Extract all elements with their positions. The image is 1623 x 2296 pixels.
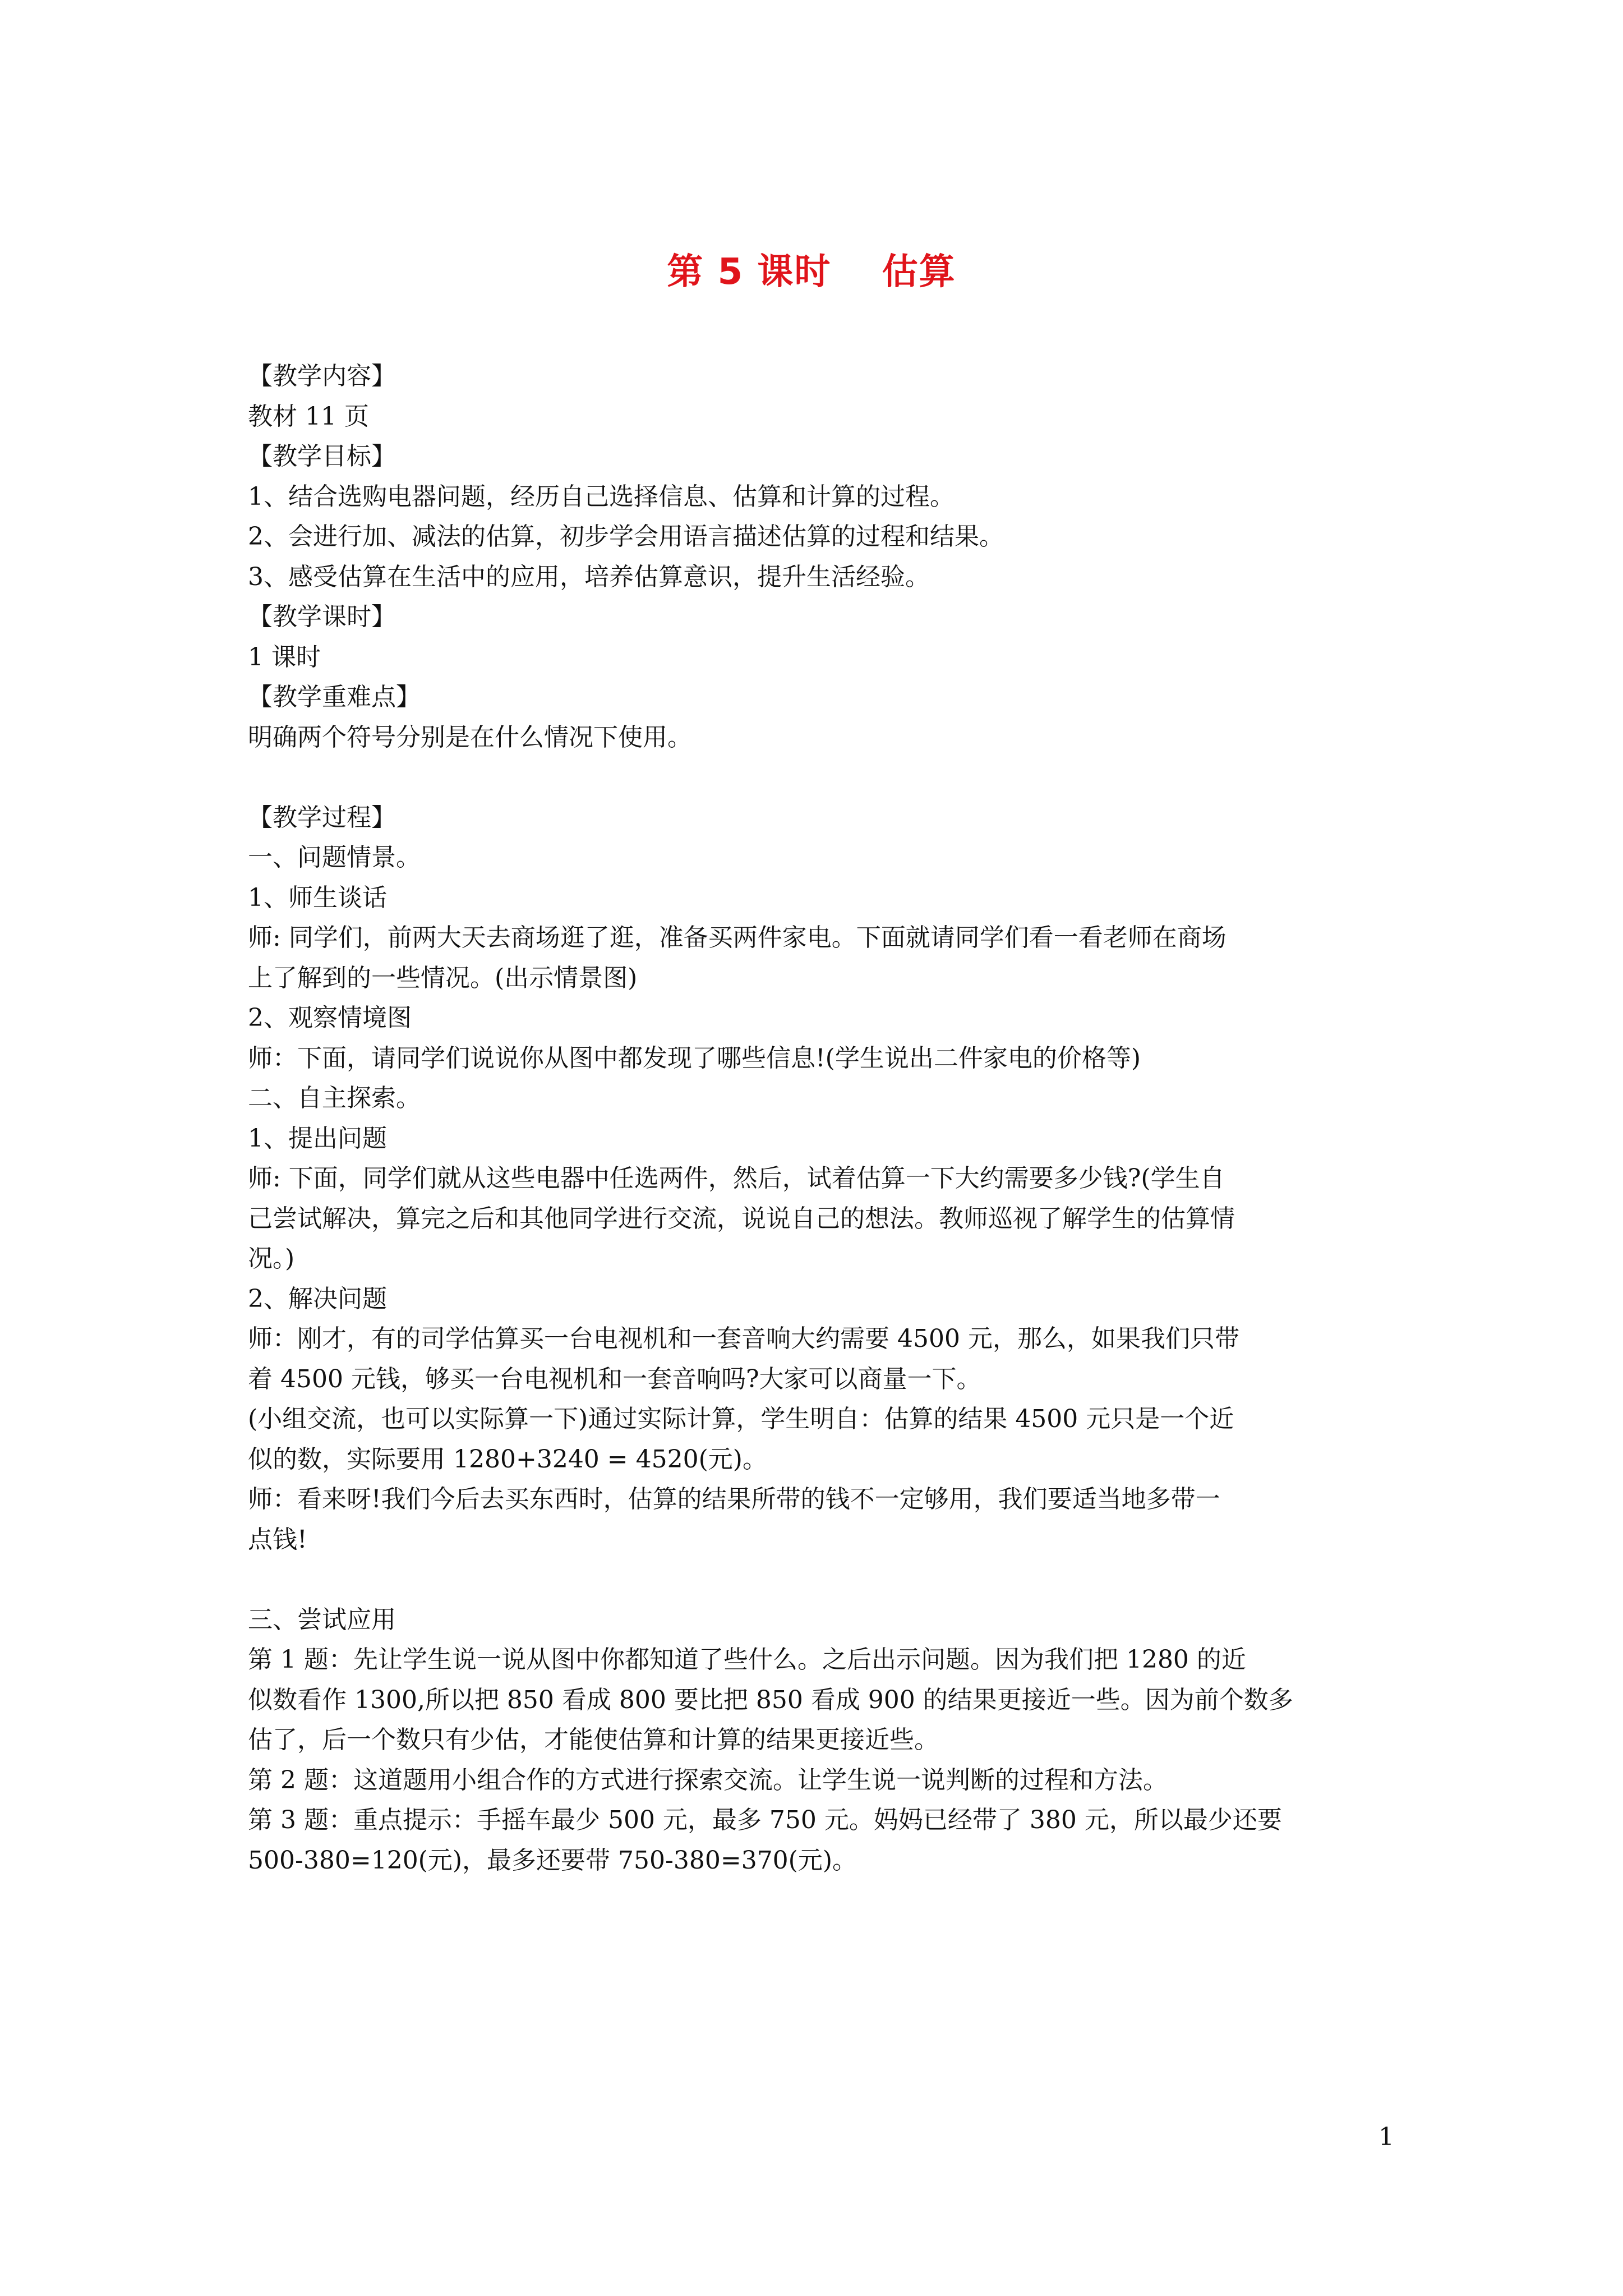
process-line: 师: 下面，同学们就从这些电器中任选两件，然后，试着估算一下大约需要多少钱?(学生自 [248, 1164, 1225, 1193]
document-body [248, 356, 1386, 1880]
process-line: 己尝试解决，算完之后和其他同学进行交流，说说自己的想法。教师巡视了解学生的估算情 [248, 1204, 1235, 1233]
process-line: 师：看来呀!我们今后去买东西时，估算的结果所带的钱不一定够用，我们要适当地多带一 [248, 1485, 1220, 1513]
section-heading-content: 【教学内容】 [248, 362, 396, 390]
section-heading-process: 【教学过程】 [248, 803, 396, 832]
page-title: 第 5 课时 估算 [667, 251, 956, 293]
section-heading-hours: 【教学课时】 [248, 602, 396, 631]
process-line: 估了，后一个数只有少估，才能使估算和计算的结果更接近些。 [248, 1726, 939, 1754]
process-line: 500-380=120(元)，最多还要带 750-380=370(元)。 [248, 1846, 857, 1875]
process-line: 第 3 题：重点提示：手摇车最少 500 元，最多 750 元。妈妈已经带了 380 元，所以最少还要 [248, 1806, 1282, 1834]
content-text: 教材 11 页 [248, 402, 369, 431]
hours-text: 1 课时 [248, 642, 321, 671]
process-line: 似的数，实际要用 1280+3240 = 4520(元)。 [248, 1444, 767, 1474]
page-number: 1 [1378, 2123, 1394, 2151]
process-line: 况。) [248, 1244, 295, 1273]
process-line: 着 4500 元钱，够买一台电视机和一套音响吗?大家可以商量一下。 [248, 1364, 981, 1393]
process-line: 第 1 题：先让学生说一说从图中你都知道了些什么。之后出示问题。因为我们把 1280 的近 [248, 1645, 1246, 1674]
process-line: 师：下面，请同学们说说你从图中都发现了哪些信息!(学生说出二件家电的价格等) [248, 1043, 1141, 1073]
process-line: 一、问题情景。 [248, 843, 421, 872]
goal-item: 1、结合选购电器问题，经历自己选择信息、估算和计算的过程。 [248, 482, 955, 511]
process-line: 二、自主探索。 [248, 1084, 421, 1112]
process-line: 2、观察情境图 [248, 1004, 412, 1032]
process-line: (小组交流，也可以实际算一下)通过实际计算，学生明自：估算的结果 4500 元只是一个近 [248, 1405, 1234, 1433]
process-line: 点钱! [248, 1525, 307, 1554]
paragraph-gap [248, 1559, 1386, 1600]
key-points-text: 明确两个符号分别是在什么情况下使用。 [248, 723, 692, 752]
process-line: 似数看作 1300,所以把 850 看成 800 要比把 850 看成 900 的结果更接近一些。因为前个数多 [248, 1685, 1293, 1714]
process-line: 2、解决问题 [248, 1284, 387, 1313]
process-line: 上了解到的一些情况。(出示情景图) [248, 963, 638, 992]
process-line: 师：刚才，有的司学估算买一台电视机和一套音响大约需要 4500 元，那么，如果我们只带 [248, 1324, 1239, 1353]
paragraph-gap [248, 757, 1386, 798]
process-line: 1、提出问题 [248, 1124, 387, 1153]
goal-item: 2、会进行加、减法的估算，初步学会用语言描述估算的过程和结果。 [248, 522, 1004, 551]
process-line: 第 2 题：这道题用小组合作的方式进行探索交流。让学生说一说判断的过程和方法。 [248, 1765, 1168, 1795]
process-line: 1、师生谈话 [248, 883, 387, 912]
process-line: 三、尝试应用 [248, 1605, 396, 1634]
process-line: 师: 同学们，前两大天去商场逛了逛，准备买两件家电。下面就请同学们看一看老师在商场 [248, 923, 1227, 952]
section-heading-key-points: 【教学重难点】 [248, 683, 421, 711]
section-heading-goals: 【教学目标】 [248, 442, 396, 471]
goal-item: 3、感受估算在生活中的应用，培养估算意识，提升生活经验。 [248, 562, 930, 591]
